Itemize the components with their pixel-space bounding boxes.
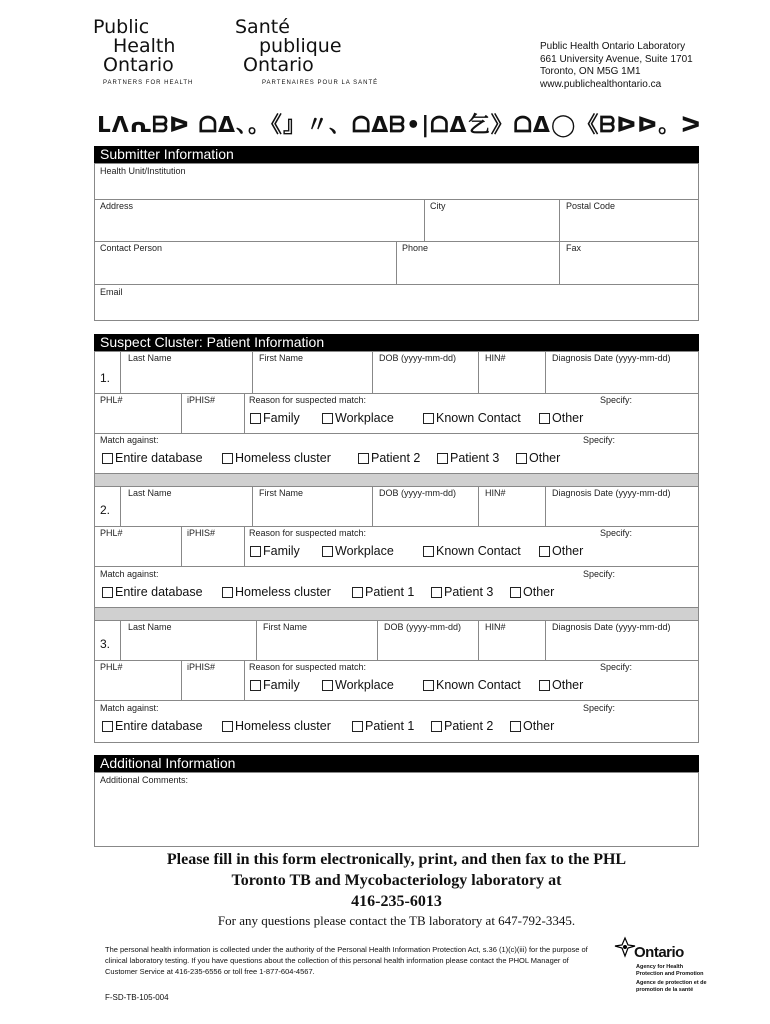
diagnosis-date-field[interactable] (546, 364, 698, 392)
reason-label: Reason for suspected match: (249, 395, 367, 405)
fax-instructions (94, 849, 699, 912)
fax-number: 416-235-6013 (351, 893, 442, 910)
iphis-label: iPHIS# (187, 395, 216, 405)
match-homeless-cluster-checkbox[interactable]: Homeless cluster (222, 719, 331, 733)
logo-word-ontario-fr: Ontario (243, 54, 314, 76)
cluster-section (94, 351, 699, 743)
patient-number: 3. (100, 637, 111, 651)
agency-name-en: Agency for Health Protection and Promotion (636, 964, 704, 977)
reason-workplace-checkbox[interactable]: Workplace (322, 544, 394, 558)
first-name-field[interactable] (253, 499, 371, 525)
pho-logo-french (235, 18, 375, 75)
privacy-notice: The personal health information is collected under the authority of the Personal Health Information Protection Act, s.36 (1)(c)(iii) for the purpose of clinical laboratory testing. If you have questions about the collection of this personal health information please contact the PHOL Manager of Customer Service at 416-235-6556 or toll free 1-877-604-4567. (105, 945, 588, 976)
logo-word-publique: publique (259, 35, 342, 57)
reason-label: Reason for suspected match: (249, 662, 367, 672)
address-label: Address (100, 201, 134, 211)
first-name-field[interactable] (257, 633, 376, 659)
submitter-heading: Submitter Information (94, 146, 699, 163)
separator-band (95, 608, 698, 620)
match-patient-a-checkbox[interactable]: Patient 2 (358, 451, 420, 465)
phl-label: PHL# (100, 528, 123, 538)
last-name-field[interactable] (121, 633, 255, 659)
logo-word-sante: Santé (235, 16, 290, 38)
first-name-label: First Name (263, 622, 308, 632)
hin-field[interactable] (479, 633, 544, 659)
postal-code-field[interactable] (560, 212, 698, 240)
hin-label: HIN# (485, 622, 506, 632)
pho-logo-english (93, 18, 223, 75)
first-name-field[interactable] (253, 364, 371, 392)
match-homeless-cluster-checkbox[interactable]: Homeless cluster (222, 585, 331, 599)
logo-word-public: Public (93, 16, 150, 38)
match-against-label: Match against: (100, 435, 159, 445)
iphis-label: iPHIS# (187, 528, 216, 538)
diagnosis-date-label: Diagnosis Date (yyyy-mm-dd) (552, 622, 671, 632)
reason-specify-label: Specify: (600, 395, 633, 405)
match-patient-b-checkbox[interactable]: Patient 2 (431, 719, 493, 733)
dob-label: DOB (yyyy-mm-dd) (379, 488, 456, 498)
contact-person-field[interactable] (95, 254, 395, 282)
dob-field[interactable] (373, 499, 477, 525)
match-homeless-cluster-checkbox[interactable]: Homeless cluster (222, 451, 331, 465)
diagnosis-date-label: Diagnosis Date (yyyy-mm-dd) (552, 488, 671, 498)
last-name-label: Last Name (128, 488, 172, 498)
match-other-checkbox[interactable]: Other (510, 585, 554, 599)
tagline-en: PARTNERS FOR HEALTH (103, 80, 194, 86)
questions-contact: For any questions please contact the TB laboratory at 647-792-3345. (217, 913, 576, 928)
reason-workplace-checkbox[interactable]: Workplace (322, 678, 394, 692)
lab-city: Toronto, ON M5G 1M1 (540, 66, 641, 77)
match-patient-a-checkbox[interactable]: Patient 1 (352, 719, 414, 733)
match-against-label: Match against: (100, 703, 159, 713)
additional-heading: Additional Information (94, 755, 699, 772)
dob-label: DOB (yyyy-mm-dd) (384, 622, 461, 632)
reason-specify-label: Specify: (600, 528, 633, 538)
lab-street: 661 University Avenue, Suite 1701 (540, 53, 693, 65)
logo-word-health: Health (113, 35, 176, 57)
reason-specify-label: Specify: (600, 662, 633, 672)
match-other-checkbox[interactable]: Other (516, 451, 560, 465)
phl-label: PHL# (100, 662, 123, 672)
agency-name-fr: Agence de protection et de promotion de la santé (636, 980, 707, 993)
hin-label: HIN# (485, 488, 506, 498)
reason-other-checkbox[interactable]: Other (539, 411, 583, 425)
patient-number: 1. (100, 371, 111, 385)
phl-label: PHL# (100, 395, 123, 405)
lab-website: www.publichealthontario.ca (540, 78, 662, 90)
last-name-label: Last Name (128, 622, 172, 632)
match-specify-label: Specify: (583, 569, 616, 579)
address-field[interactable] (95, 212, 423, 240)
logo-word-ontario: Ontario (103, 54, 174, 76)
diagnosis-date-label: Diagnosis Date (yyyy-mm-dd) (552, 353, 671, 363)
last-name-field[interactable] (121, 364, 251, 392)
match-entire-database-checkbox[interactable]: Entire database (102, 719, 203, 733)
hin-label: HIN# (485, 353, 506, 363)
form-id: F-SD-TB-105-004 (105, 993, 169, 1002)
trillium-icon (614, 936, 636, 958)
postal-code-label: Postal Code (566, 201, 616, 211)
additional-comments-label: Additional Comments: (100, 775, 189, 785)
email-label: Email (100, 287, 123, 297)
instruction-line-1: Please fill in this form electronically, print, and then fax to the PHL (166, 851, 627, 868)
fax-field[interactable] (560, 254, 698, 282)
ontario-wordmark: Ontario (634, 944, 684, 961)
diagnosis-date-field[interactable] (546, 499, 698, 525)
match-specify-label: Specify: (583, 435, 616, 445)
diagnosis-date-field[interactable] (546, 633, 698, 659)
additional-comments-field[interactable] (95, 787, 698, 845)
lab-address (540, 41, 693, 91)
health-unit-field[interactable] (95, 177, 698, 198)
first-name-label: First Name (259, 353, 304, 363)
separator-band (95, 474, 698, 486)
phone-label: Phone (402, 243, 429, 253)
reason-label: Reason for suspected match: (249, 528, 367, 538)
email-field[interactable] (95, 298, 698, 319)
patient-number: 2. (100, 503, 111, 517)
cluster-heading: Suspect Cluster: Patient Information (94, 334, 699, 351)
reason-known-contact-checkbox[interactable]: Known Contact (423, 411, 521, 425)
form-title: ᒪᐱᕆᗷᐅ ᗝᐃ、。《』〃、ᗝᐃᗷ•|ᗝᐃ乞》ᗝᐃ◯《ᗷᐅᐅ。ᐳ (97, 113, 702, 138)
reason-family-checkbox[interactable]: Family (250, 544, 300, 558)
match-specify-label: Specify: (583, 703, 616, 713)
city-field[interactable] (425, 212, 558, 240)
reason-family-checkbox[interactable]: Family (250, 678, 300, 692)
reason-other-checkbox[interactable]: Other (539, 678, 583, 692)
match-against-label: Match against: (100, 569, 159, 579)
health-unit-label: Health Unit/Institution (100, 166, 186, 176)
reason-workplace-checkbox[interactable]: Workplace (322, 411, 394, 425)
dob-label: DOB (yyyy-mm-dd) (379, 353, 456, 363)
match-entire-database-checkbox[interactable]: Entire database (102, 585, 203, 599)
reason-known-contact-checkbox[interactable]: Known Contact (423, 678, 521, 692)
reason-family-checkbox[interactable]: Family (250, 411, 300, 425)
first-name-label: First Name (259, 488, 304, 498)
dob-field[interactable] (373, 364, 477, 392)
reason-other-checkbox[interactable]: Other (539, 544, 583, 558)
match-patient-b-checkbox[interactable]: Patient 3 (437, 451, 499, 465)
iphis-label: iPHIS# (187, 662, 216, 672)
reason-known-contact-checkbox[interactable]: Known Contact (423, 544, 521, 558)
tagline-fr: PARTENAIRES POUR LA SANTÉ (262, 80, 379, 86)
city-label: City (430, 201, 446, 211)
instruction-line-2: Toronto TB and Mycobacteriology laboratory at (231, 872, 562, 889)
match-patient-b-checkbox[interactable]: Patient 3 (431, 585, 493, 599)
match-patient-a-checkbox[interactable]: Patient 1 (352, 585, 414, 599)
last-name-label: Last Name (128, 353, 172, 363)
contact-person-label: Contact Person (100, 243, 163, 253)
match-entire-database-checkbox[interactable]: Entire database (102, 451, 203, 465)
lab-name: Public Health Ontario Laboratory (540, 41, 686, 52)
hin-field[interactable] (479, 364, 544, 392)
phone-field[interactable] (397, 254, 558, 282)
last-name-field[interactable] (121, 499, 251, 525)
fax-label: Fax (566, 243, 582, 253)
match-other-checkbox[interactable]: Other (510, 719, 554, 733)
hin-field[interactable] (479, 499, 544, 525)
dob-field[interactable] (378, 633, 477, 659)
